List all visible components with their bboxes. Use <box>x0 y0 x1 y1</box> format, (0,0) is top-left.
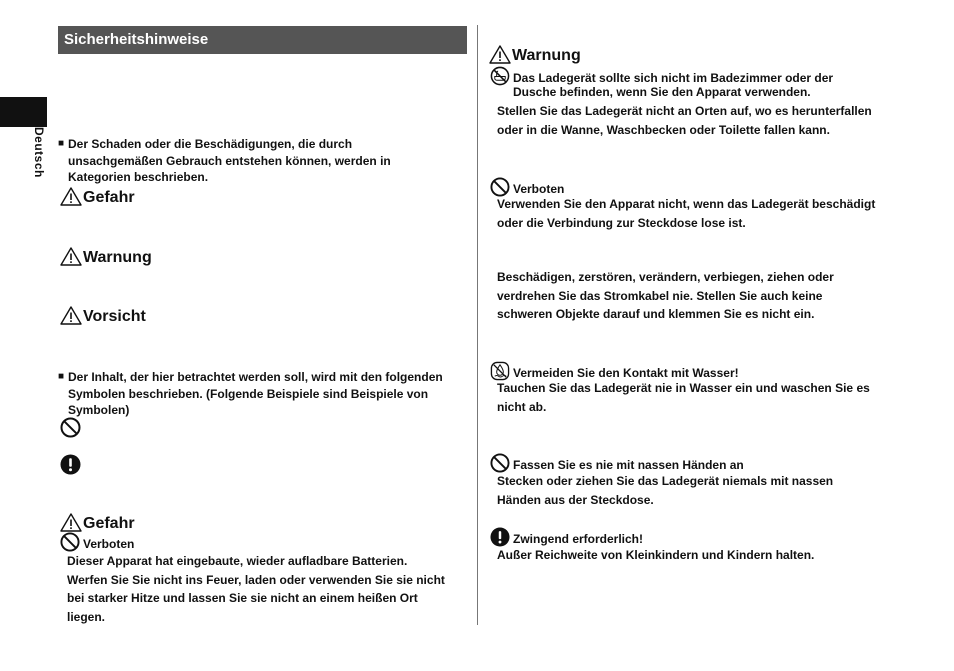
item1-label-cont: Dusche befinden, wenn Sie den Apparat verwenden. <box>513 85 811 99</box>
warning-heading: Warnung <box>489 45 581 66</box>
danger-heading: Gefahr <box>60 513 135 534</box>
item2-text: Verwenden Sie den Apparat nicht, wenn das Ladegerät beschädigt oder die Verbindung zur Steckdose lose ist. <box>497 197 876 230</box>
prohibited-icon <box>60 532 80 552</box>
section-title: Sicherheitshinweise <box>58 26 467 54</box>
danger-item-label: Verboten <box>60 532 134 552</box>
item1-text: Stellen Sie das Ladegerät nicht an Orten auf, wo es herunterfallen oder in die Wanne, Waschbecken oder Toilette fallen kann. <box>497 104 872 137</box>
bullet-square: ■ <box>58 138 65 149</box>
intro-categories: ■ Der Schaden oder die Beschädigungen, die durch unsachgemäßen Gebrauch entstehen können, werden in Kategorien beschrieben. <box>58 137 391 184</box>
language-tab <box>0 97 47 127</box>
symbol-mandatory <box>60 454 81 475</box>
language-label: Deutsch <box>32 127 46 178</box>
no-water-icon <box>490 361 510 381</box>
mandatory-icon <box>490 527 510 547</box>
level-caution: Vorsicht <box>60 306 146 327</box>
prohibited-icon <box>490 177 510 197</box>
item1-label: Das Ladegerät sollte sich nicht im Badezimmer oder der <box>490 66 833 86</box>
level-warning: Warnung <box>60 247 152 268</box>
item4-label: Vermeiden Sie den Kontakt mit Wasser! <box>490 361 739 381</box>
warning-triangle-icon <box>60 187 82 206</box>
danger-item-text: Dieser Apparat hat eingebaute, wieder aufladbare Batterien. Werfen Sie Sie nicht ins Feuer, laden oder verwenden Sie sie nicht bei starker Hitze und lassen Sie sie nicht an einem heißen Ort liegen. <box>67 554 445 624</box>
warning-triangle-icon <box>60 513 82 532</box>
mandatory-icon <box>60 454 81 475</box>
prohibited-icon <box>490 453 510 473</box>
item4-text: Tauchen Sie das Ladegerät nie in Wasser ein und waschen Sie es nicht ab. <box>497 381 870 414</box>
item3-text: Beschädigen, zerstören, verändern, verbiegen, ziehen oder verdrehen Sie das Stromkabel nie. Stellen Sie auch keine schweren Objekte darauf und klemmen Sie es nicht ein. <box>497 270 834 321</box>
item5-label: Fassen Sie es nie mit nassen Händen an <box>490 453 744 473</box>
no-bathroom-icon <box>490 66 510 86</box>
warning-triangle-icon <box>60 247 82 266</box>
prohibited-icon <box>60 417 81 438</box>
intro-symbols: ■ Der Inhalt, der hier betrachtet werden soll, wird mit den folgenden Symbolen beschrieben. (Folgende Beispiele sind Beispiele von Symbolen) <box>58 370 443 417</box>
item6-text: Außer Reichweite von Kleinkindern und Kindern halten. <box>497 548 815 562</box>
warning-triangle-icon <box>489 45 511 64</box>
item5-text: Stecken oder ziehen Sie das Ladegerät niemals mit nassen Händen aus der Steckdose. <box>497 474 834 507</box>
symbol-prohibited <box>60 417 81 438</box>
item6-label: Zwingend erforderlich! <box>490 527 643 547</box>
item2-label: Verboten <box>490 177 564 197</box>
bullet-square: ■ <box>58 371 65 382</box>
column-divider <box>477 25 478 625</box>
warning-triangle-icon <box>60 306 82 325</box>
level-danger: Gefahr <box>60 187 135 208</box>
